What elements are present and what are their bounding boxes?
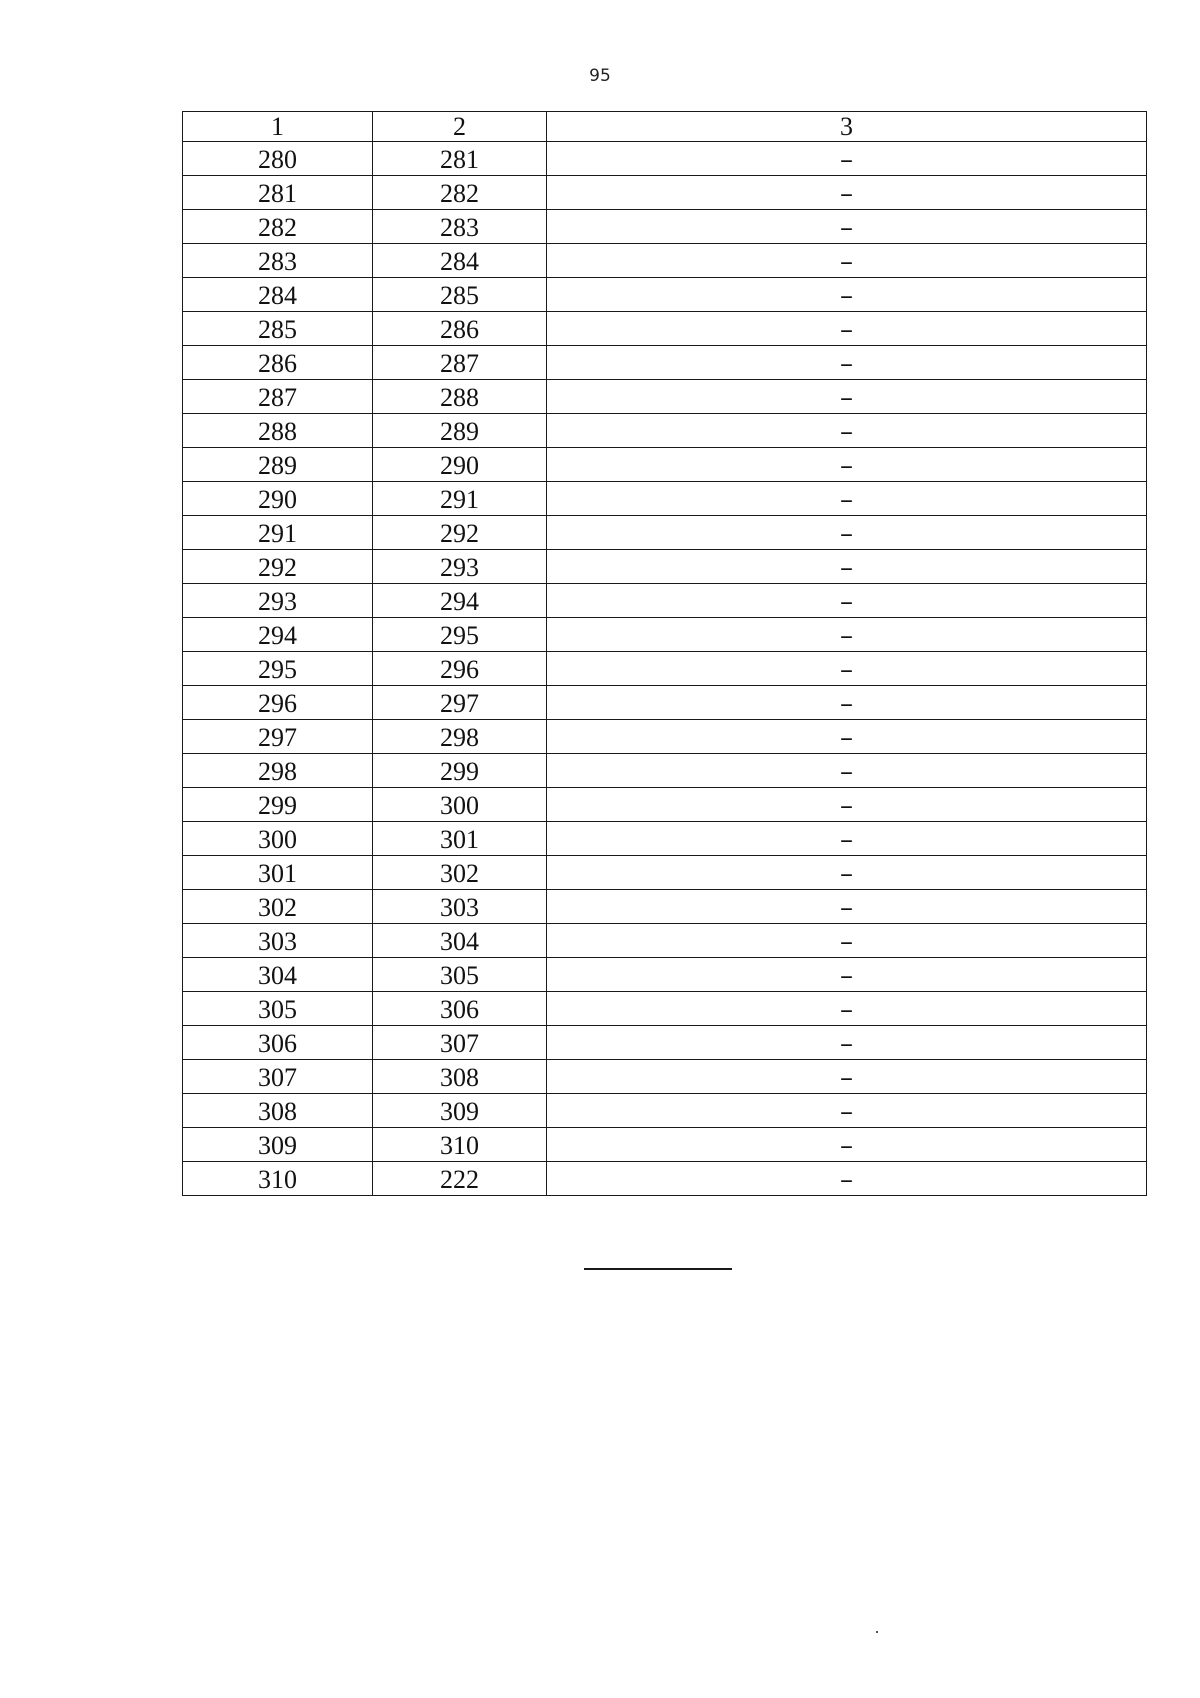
table-cell-col-2: 292 xyxy=(373,516,547,550)
table-cell-col-3: – xyxy=(547,1162,1147,1196)
table-cell-col-1: 291 xyxy=(183,516,373,550)
table-row xyxy=(183,1128,1147,1162)
table-row xyxy=(183,1162,1147,1196)
end-rule xyxy=(584,1268,732,1270)
table-row xyxy=(183,1060,1147,1094)
table-row xyxy=(183,856,1147,890)
table-cell-col-2: 294 xyxy=(373,584,547,618)
table-cell-col-3: – xyxy=(547,720,1147,754)
table-cell-col-1: 301 xyxy=(183,856,373,890)
table-row xyxy=(183,312,1147,346)
table-cell-col-3: – xyxy=(547,618,1147,652)
table-cell-col-3: – xyxy=(547,380,1147,414)
table-cell-col-1: 302 xyxy=(183,890,373,924)
table-cell-col-3: – xyxy=(547,584,1147,618)
column-header-2: 2 xyxy=(373,112,547,142)
table-cell-col-3: – xyxy=(547,890,1147,924)
table-cell-col-2: 308 xyxy=(373,1060,547,1094)
table-row xyxy=(183,754,1147,788)
table-cell-col-1: 303 xyxy=(183,924,373,958)
table-cell-col-2: 302 xyxy=(373,856,547,890)
table-cell-col-1: 287 xyxy=(183,380,373,414)
table-cell-col-1: 310 xyxy=(183,1162,373,1196)
table-cell-col-3: – xyxy=(547,448,1147,482)
table-cell-col-2: 281 xyxy=(373,142,547,176)
table-cell-col-1: 298 xyxy=(183,754,373,788)
table-cell-col-2: 286 xyxy=(373,312,547,346)
table-cell-col-3: – xyxy=(547,1060,1147,1094)
table-cell-col-2: 222 xyxy=(373,1162,547,1196)
table-cell-col-1: 309 xyxy=(183,1128,373,1162)
table-cell-col-2: 305 xyxy=(373,958,547,992)
table-cell-col-3: – xyxy=(547,1128,1147,1162)
table-cell-col-3: – xyxy=(547,176,1147,210)
table-cell-col-2: 288 xyxy=(373,380,547,414)
table-cell-col-3: – xyxy=(547,822,1147,856)
table-cell-col-1: 290 xyxy=(183,482,373,516)
table-row xyxy=(183,822,1147,856)
table-cell-col-3: – xyxy=(547,924,1147,958)
table-cell-col-2: 291 xyxy=(373,482,547,516)
scan-speck xyxy=(876,1631,878,1633)
table-cell-col-3: – xyxy=(547,652,1147,686)
table-row xyxy=(183,720,1147,754)
table-cell-col-3: – xyxy=(547,856,1147,890)
table-cell-col-2: 300 xyxy=(373,788,547,822)
data-table xyxy=(182,111,1147,1196)
table-cell-col-3: – xyxy=(547,788,1147,822)
table-cell-col-3: – xyxy=(547,550,1147,584)
table-header-row xyxy=(183,112,1147,142)
table-cell-col-3: – xyxy=(547,210,1147,244)
table-row xyxy=(183,244,1147,278)
table-cell-col-2: 290 xyxy=(373,448,547,482)
table-row xyxy=(183,1094,1147,1128)
table-cell-col-1: 297 xyxy=(183,720,373,754)
table-cell-col-3: – xyxy=(547,142,1147,176)
table-row xyxy=(183,482,1147,516)
table-row xyxy=(183,550,1147,584)
table-row xyxy=(183,516,1147,550)
page-number: 95 xyxy=(589,66,611,86)
table-cell-col-2: 297 xyxy=(373,686,547,720)
table-cell-col-3: – xyxy=(547,1094,1147,1128)
table-cell-col-3: – xyxy=(547,958,1147,992)
table-cell-col-2: 287 xyxy=(373,346,547,380)
table-cell-col-1: 293 xyxy=(183,584,373,618)
table-cell-col-1: 282 xyxy=(183,210,373,244)
table-cell-col-1: 283 xyxy=(183,244,373,278)
table-cell-col-3: – xyxy=(547,516,1147,550)
table-cell-col-3: – xyxy=(547,244,1147,278)
table-row xyxy=(183,142,1147,176)
table-cell-col-1: 306 xyxy=(183,1026,373,1060)
table-body xyxy=(183,142,1147,1196)
table-row xyxy=(183,278,1147,312)
table-cell-col-2: 301 xyxy=(373,822,547,856)
table-cell-col-2: 299 xyxy=(373,754,547,788)
table-row xyxy=(183,414,1147,448)
table-cell-col-1: 286 xyxy=(183,346,373,380)
table-row xyxy=(183,958,1147,992)
table-row xyxy=(183,992,1147,1026)
table-cell-col-3: – xyxy=(547,686,1147,720)
table-row xyxy=(183,584,1147,618)
table-row xyxy=(183,210,1147,244)
table-cell-col-3: – xyxy=(547,482,1147,516)
table-cell-col-2: 284 xyxy=(373,244,547,278)
table-cell-col-1: 305 xyxy=(183,992,373,1026)
table-cell-col-1: 300 xyxy=(183,822,373,856)
table-cell-col-3: – xyxy=(547,278,1147,312)
table-row xyxy=(183,890,1147,924)
table-row xyxy=(183,686,1147,720)
table-row xyxy=(183,176,1147,210)
table-cell-col-2: 298 xyxy=(373,720,547,754)
table-row xyxy=(183,618,1147,652)
table-header xyxy=(183,112,1147,142)
table-cell-col-2: 307 xyxy=(373,1026,547,1060)
table-cell-col-1: 296 xyxy=(183,686,373,720)
table-cell-col-3: – xyxy=(547,1026,1147,1060)
table-cell-col-1: 307 xyxy=(183,1060,373,1094)
column-header-1: 1 xyxy=(183,112,373,142)
table-cell-col-2: 306 xyxy=(373,992,547,1026)
table-cell-col-3: – xyxy=(547,754,1147,788)
table-cell-col-1: 285 xyxy=(183,312,373,346)
table-row xyxy=(183,788,1147,822)
table-cell-col-2: 285 xyxy=(373,278,547,312)
table-cell-col-3: – xyxy=(547,414,1147,448)
table-cell-col-1: 284 xyxy=(183,278,373,312)
table-cell-col-1: 294 xyxy=(183,618,373,652)
table-cell-col-1: 281 xyxy=(183,176,373,210)
table-row xyxy=(183,346,1147,380)
table-cell-col-1: 280 xyxy=(183,142,373,176)
table-cell-col-2: 309 xyxy=(373,1094,547,1128)
table-cell-col-2: 296 xyxy=(373,652,547,686)
table-cell-col-2: 293 xyxy=(373,550,547,584)
table-cell-col-1: 299 xyxy=(183,788,373,822)
table-cell-col-3: – xyxy=(547,346,1147,380)
table-cell-col-1: 292 xyxy=(183,550,373,584)
table-row xyxy=(183,652,1147,686)
table-cell-col-3: – xyxy=(547,992,1147,1026)
table-row xyxy=(183,924,1147,958)
table-cell-col-1: 304 xyxy=(183,958,373,992)
table-cell-col-1: 288 xyxy=(183,414,373,448)
table-cell-col-3: – xyxy=(547,312,1147,346)
table-row xyxy=(183,448,1147,482)
table-cell-col-2: 289 xyxy=(373,414,547,448)
table-cell-col-2: 304 xyxy=(373,924,547,958)
table-cell-col-1: 289 xyxy=(183,448,373,482)
table-cell-col-2: 283 xyxy=(373,210,547,244)
table-cell-col-1: 308 xyxy=(183,1094,373,1128)
table-cell-col-2: 282 xyxy=(373,176,547,210)
table-row xyxy=(183,380,1147,414)
table-cell-col-1: 295 xyxy=(183,652,373,686)
table-row xyxy=(183,1026,1147,1060)
table-cell-col-2: 310 xyxy=(373,1128,547,1162)
column-header-3: 3 xyxy=(547,112,1147,142)
table-cell-col-2: 303 xyxy=(373,890,547,924)
table-cell-col-2: 295 xyxy=(373,618,547,652)
